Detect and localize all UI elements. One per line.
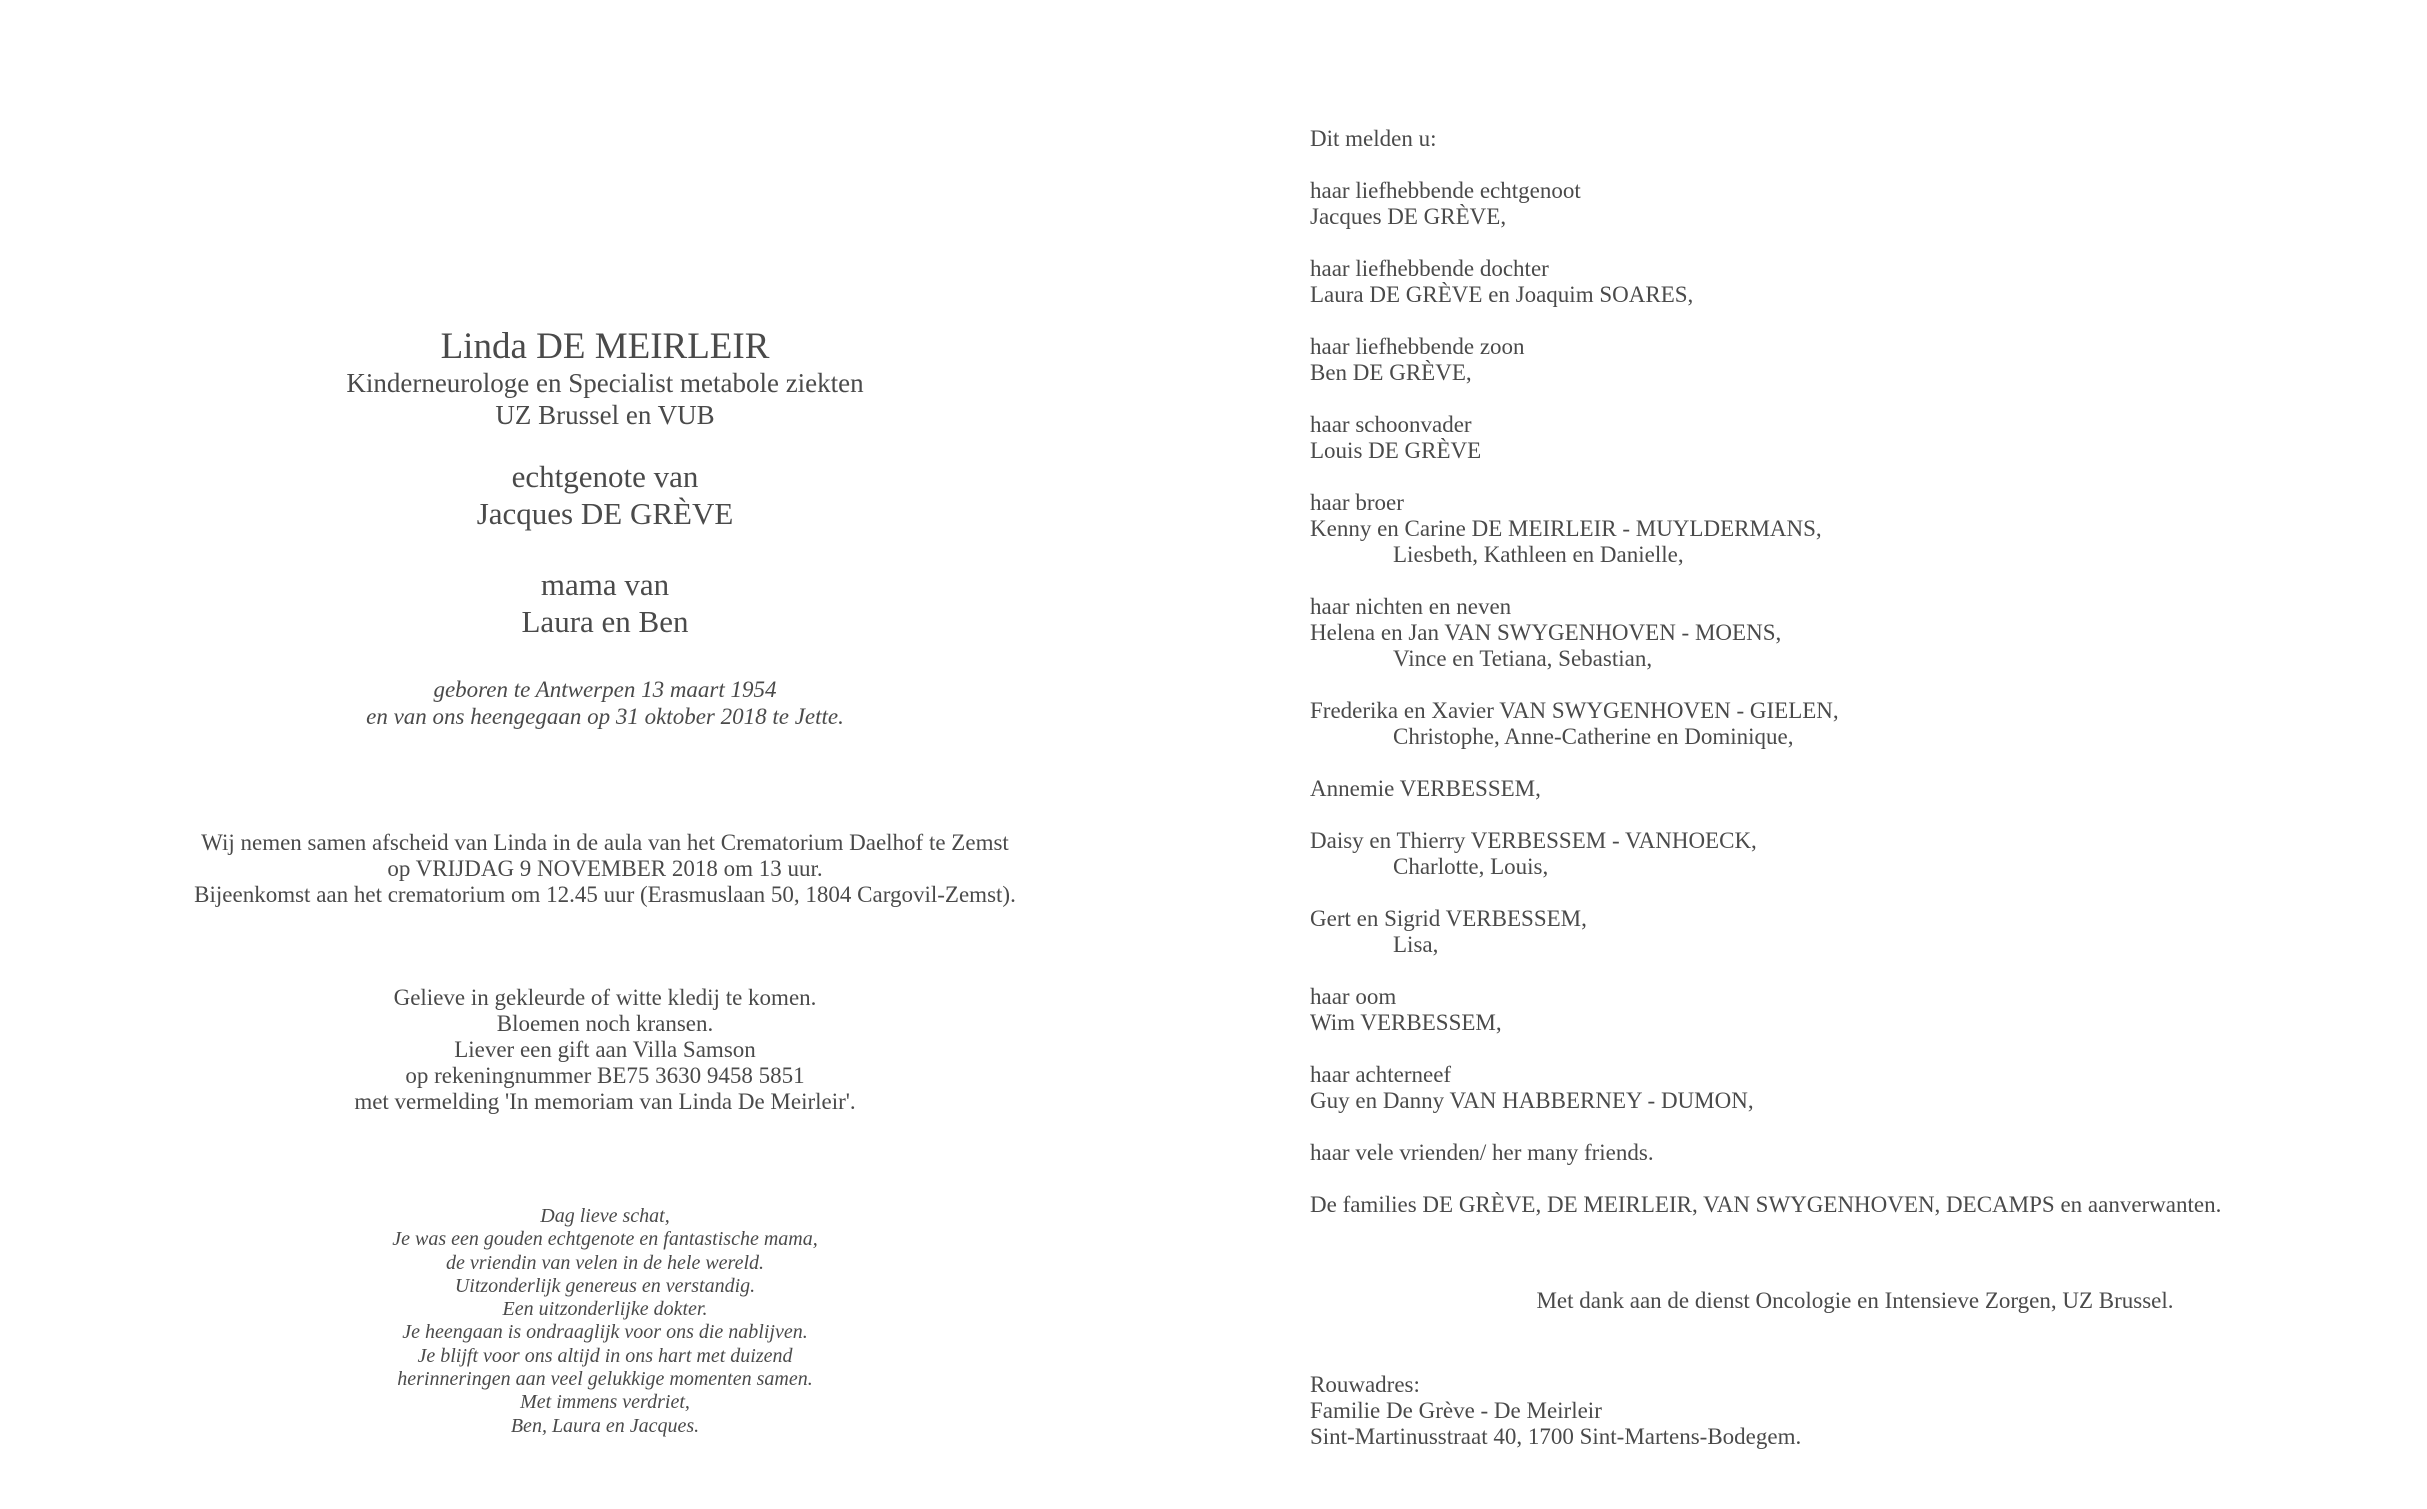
family-group: Frederika en Xavier VAN SWYGENHOVEN - GIELEN, Christophe, Anne-Catherine en Dominique,: [1310, 698, 1839, 749]
family-group: haar liefhebbende zoon Ben DE GRÈVE,: [1310, 334, 1525, 385]
family-group: Daisy en Thierry VERBESSEM - VANHOECK, Charlotte, Louis,: [1310, 828, 1757, 879]
family-group: haar achterneef Guy en Danny VAN HABBERNEY - DUMON,: [1310, 1062, 1754, 1113]
spouse-block: echtgenote van Jacques DE GRÈVE: [476, 459, 734, 531]
right-page: [1310, 0, 2400, 1509]
children-block: mama van Laura en Ben: [521, 567, 689, 639]
farewell-poem: Dag lieve schat, Je was een gouden echtgenote en fantastische mama, de vriendin van velen in de hele wereld. Uitzonderlijk genereus en verstandig. Een uitzonderlijke dokter. Je heengaan is ondraaglijk voor ons die nablijven. Je blijft voor ons altijd in ons hart met duizend herinneringen aan veel gelukkige momenten samen. Met immens verdriet, Ben, Laura en Jacques.: [392, 1205, 818, 1437]
family-group: Gert en Sigrid VERBESSEM, Lisa,: [1310, 906, 1587, 957]
thanks-line: Met dank aan de dienst Oncologie en Intensieve Zorgen, UZ Brussel.: [1536, 1288, 2174, 1313]
family-group: haar oom Wim VERBESSEM,: [1310, 984, 1502, 1035]
ceremony-block: Wij nemen samen afscheid van Linda in de aula van het Crematorium Daelhof te Zemst op VRIJDAG 9 NOVEMBER 2018 om 13 uur. Bijeenkomst aan het crematorium om 12.45 uur (Erasmuslaan 50, 1804 Cargovil-Zemst).: [194, 830, 1016, 907]
mourning-address: Rouwadres: Familie De Grève - De Meirleir Sint-Martinusstraat 40, 1700 Sint-Martens-Bodegem.: [1310, 1372, 1802, 1449]
family-group: Annemie VERBESSEM,: [1310, 776, 1541, 801]
family-group: haar schoonvader Louis DE GRÈVE: [1310, 412, 1482, 463]
intro-line: Dit melden u:: [1310, 126, 1437, 151]
family-group: haar liefhebbende dochter Laura DE GRÈVE en Joaquim SOARES,: [1310, 256, 1694, 307]
deceased-name: Linda DE MEIRLEIR: [440, 326, 770, 367]
birth-death-block: geboren te Antwerpen 13 maart 1954 en van ons heengegaan op 31 oktober 2018 te Jette.: [366, 677, 844, 729]
family-group: haar broer Kenny en Carine DE MEIRLEIR - MUYLDERMANS, Liesbeth, Kathleen en Danielle,: [1310, 490, 1822, 567]
family-group: haar nichten en neven Helena en Jan VAN SWYGENHOVEN - MOENS, Vince en Tetiana, Sebastian,: [1310, 594, 1782, 671]
left-page: [0, 0, 1210, 1509]
profession-block: [0, 367, 1210, 431]
affiliation-line: UZ Brussel en VUB: [495, 400, 715, 430]
profession-line: Kinderneurologe en Specialist metabole ziekten: [346, 368, 864, 398]
requests-block: Gelieve in gekleurde of witte kledij te komen. Bloemen noch kransen. Liever een gift aan Villa Samson op rekeningnummer BE75 3630 9458 5851 met vermelding 'In memoriam van Linda De Meirleir'.: [354, 985, 856, 1114]
friends-line: haar vele vrienden/ her many friends.: [1310, 1140, 1654, 1165]
family-group: haar liefhebbende echtgenoot Jacques DE GRÈVE,: [1310, 178, 1581, 229]
families-line: De families DE GRÈVE, DE MEIRLEIR, VAN SWYGENHOVEN, DECAMPS en aanverwanten.: [1310, 1192, 2222, 1217]
